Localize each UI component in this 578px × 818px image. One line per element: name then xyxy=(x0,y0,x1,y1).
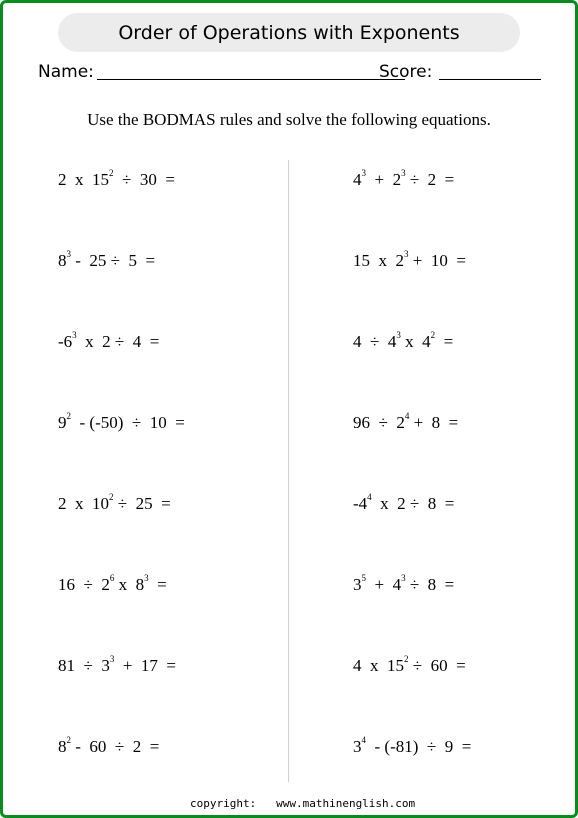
expression-text: 3 xyxy=(353,575,362,594)
problem-left-4 xyxy=(58,411,185,435)
expression-text: 96 ÷ 2 xyxy=(353,413,405,432)
expression-text: 4 x 15 xyxy=(353,656,404,675)
exponent: 3 xyxy=(396,330,401,340)
expression-text: - 25 ÷ 5 = xyxy=(71,251,156,270)
expression-text: x 2 ÷ 8 = xyxy=(371,494,455,513)
exponent: 2 xyxy=(430,330,436,340)
exponent: 3 xyxy=(404,249,409,259)
name-score-row xyxy=(38,60,548,86)
expression-text: 4 xyxy=(353,170,362,189)
expression-text: 3 xyxy=(353,737,362,756)
exponent: 3 xyxy=(72,330,77,340)
expression-text: x 8 xyxy=(114,575,145,594)
expression-text: ÷ 8 = xyxy=(405,575,455,594)
score-blank-line[interactable] xyxy=(439,79,541,80)
expression-text: - (-50) ÷ 10 = xyxy=(71,413,185,432)
name-label: Name: xyxy=(38,62,94,82)
expression-text: ÷ 30 = xyxy=(113,170,175,189)
name-blank-line[interactable] xyxy=(97,79,405,80)
problem-left-7 xyxy=(58,654,176,678)
expression-text: ÷ 25 = xyxy=(113,494,171,513)
problem-left-8 xyxy=(58,735,159,759)
expression-text: + 10 = xyxy=(408,251,466,270)
expression-text: x 4 xyxy=(400,332,431,351)
problem-left-5 xyxy=(58,492,171,516)
expression-text: -6 xyxy=(58,332,73,351)
exponent: 2 xyxy=(66,735,71,745)
expression-text: = xyxy=(148,575,167,594)
exponent: 4 xyxy=(367,492,372,502)
problem-right-5 xyxy=(353,492,454,516)
exponent: 2 xyxy=(109,168,114,178)
problem-right-4 xyxy=(353,411,458,435)
problem-left-1 xyxy=(58,168,175,192)
exponent: 3 xyxy=(361,168,366,178)
instructions: Use the BODMAS rules and solve the following equations. xyxy=(87,110,491,129)
exponent: 5 xyxy=(361,573,366,583)
expression-text: -4 xyxy=(353,494,368,513)
exponent: 6 xyxy=(109,573,115,583)
expression-text: 8 xyxy=(58,251,67,270)
problem-right-1 xyxy=(353,168,454,192)
expression-text: x 2 ÷ 4 = xyxy=(76,332,160,351)
expression-text: 81 ÷ 3 xyxy=(58,656,110,675)
expression-text: + 8 = xyxy=(409,413,459,432)
expression-text: + 2 xyxy=(366,170,402,189)
expression-text: + 17 = xyxy=(114,656,177,675)
problem-right-8 xyxy=(353,735,471,759)
exponent: 3 xyxy=(66,249,71,259)
expression-text: 4 ÷ 4 xyxy=(353,332,397,351)
problem-right-6 xyxy=(353,573,454,597)
worksheet-title-text: Order of Operations with Exponents xyxy=(118,21,460,44)
exponent: 4 xyxy=(361,735,366,745)
expression-text: 9 xyxy=(58,413,67,432)
column-divider xyxy=(288,160,289,782)
exponent: 3 xyxy=(144,573,149,583)
score-label: Score: xyxy=(379,62,433,82)
expression-text: 15 x 2 xyxy=(353,251,404,270)
expression-text: + 4 xyxy=(366,575,402,594)
expression-text: 8 xyxy=(58,737,67,756)
copyright-footer: copyright: www.mathinenglish.com xyxy=(190,797,416,810)
exponent: 2 xyxy=(109,492,114,502)
expression-text: ÷ 2 = xyxy=(405,170,455,189)
exponent: 4 xyxy=(404,411,410,421)
expression-text: = xyxy=(435,332,454,351)
expression-text: - (-81) ÷ 9 = xyxy=(366,737,472,756)
expression-text: 2 x 10 xyxy=(58,494,109,513)
problem-left-3 xyxy=(58,330,159,354)
problem-left-6 xyxy=(58,573,167,597)
expression-text: 2 x 15 xyxy=(58,170,109,189)
worksheet-title xyxy=(58,13,520,52)
exponent: 3 xyxy=(109,654,115,664)
expression-text: ÷ 60 = xyxy=(408,656,466,675)
exponent: 3 xyxy=(401,168,406,178)
exponent: 3 xyxy=(401,573,406,583)
exponent: 2 xyxy=(404,654,409,664)
expression-text: 16 ÷ 2 xyxy=(58,575,110,594)
problem-right-2 xyxy=(353,249,466,273)
exponent: 2 xyxy=(66,411,71,421)
problem-right-3 xyxy=(353,330,453,354)
problem-left-2 xyxy=(58,249,155,273)
problem-right-7 xyxy=(353,654,466,678)
expression-text: - 60 ÷ 2 = xyxy=(71,737,160,756)
